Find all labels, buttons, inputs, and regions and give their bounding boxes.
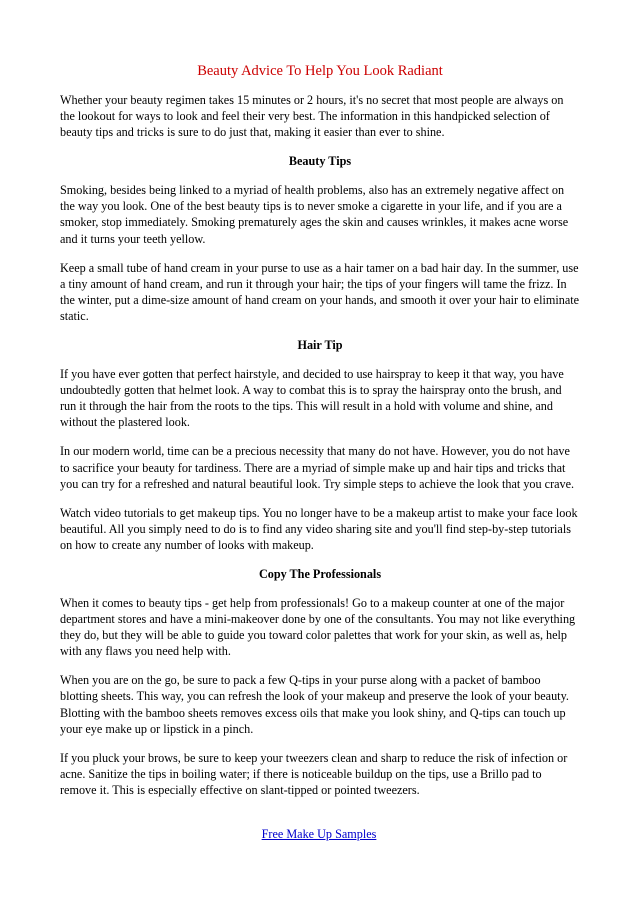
section-heading-hair-tip: Hair Tip — [297, 338, 343, 353]
paragraph-smoking: Smoking, besides being linked to a myriad of health problems, also has an extremely negative affect on the way you look. One of the best beauty tips is to never smoke a cigarette in your life, and if you are a smoker, stop immediately. Smoking prematurely ages the skin and causes wrinkles, it makes acne worse and it turns your teeth yellow. — [60, 183, 569, 246]
paragraph-professionals: When it comes to beauty tips - get help from professionals! Go to a makeup counter at one of the major department stores and have a mini-makeover done by one of the consultants. You may not like everything they do, but they will be able to guide you toward color palettes that work for your skin, as well as, help with any flaws you need help with. — [60, 595, 576, 659]
intro-paragraph: Whether your beauty regimen takes 15 minutes or 2 hours, it's no secret that most people are always on the lookout for ways to look and feel their very best. The information in this handpicked selection of beauty tips and tricks is sure to do just that, making it easier than ever to shine. — [60, 93, 564, 140]
paragraph-hairspray: If you have ever gotten that perfect hairstyle, and decided to use hairspray to keep it that way, you have undoubtedly gotten that helmet look. A way to combat this is to spray the hairspray onto the brush, and run it through the hair from the roots to the tips. This will result in a hold with volume and shine, and without the plastered look. — [60, 367, 564, 430]
paragraph-q-tips: When you are on the go, be sure to pack a few Q-tips in your purse along with a packet of bamboo blotting sheets. This way, you can refresh the look of your makeup and preserve the look of your beauty. Blotting with the bamboo sheets removes excess oils that make you look shiny, and Q-tips can touch up your eye make up or lipstick in a pinch. — [60, 673, 569, 736]
footer — [0, 826, 638, 842]
section-heading-copy-professionals: Copy The Professionals — [258, 566, 382, 581]
paragraph-tweezers: If you pluck your brows, be sure to keep your tweezers clean and sharp to reduce the risk of infection or acne. Sanitize the tips in boiling water; if there is noticeable buildup on the tips, use a Brillo pad to remove it. This is especially effective on slant-tipped or pointed tweezers. — [60, 750, 568, 797]
paragraph-hand-cream: Keep a small tube of hand cream in your purse to use as a hair tamer on a bad hair day. In the summer, use a tiny amount of hand cream, and run it through your hair; the tips of your fingers will tame the frizz. In the winter, put a dime-size amount of hand cream on your hands, and smooth it over your hair to eliminate static. — [60, 260, 580, 323]
document-body — [60, 62, 580, 811]
section-heading-beauty-tips: Beauty Tips — [288, 154, 352, 169]
document-title: Beauty Advice To Help You Look Radiant — [197, 63, 443, 79]
paragraph-video-tutorials: Watch video tutorials to get makeup tips. You no longer have to be a makeup artist to make your face look beautiful. All you simply need to do is to find any video sharing site and you'll find step-by-step tutorials on how to create any number of looks with makeup. — [60, 505, 578, 552]
paragraph-modern-world: In our modern world, time can be a precious necessity that many do not have. However, you do not have to sacrifice your beauty for tardiness. There are a myriad of simple make up and hair tips and tricks that you can try for a refreshed and natural beautiful look. Try simple steps to achieve the look that you crave. — [60, 444, 575, 491]
free-make-up-samples-link[interactable]: Free Make Up Samples — [261, 827, 377, 841]
